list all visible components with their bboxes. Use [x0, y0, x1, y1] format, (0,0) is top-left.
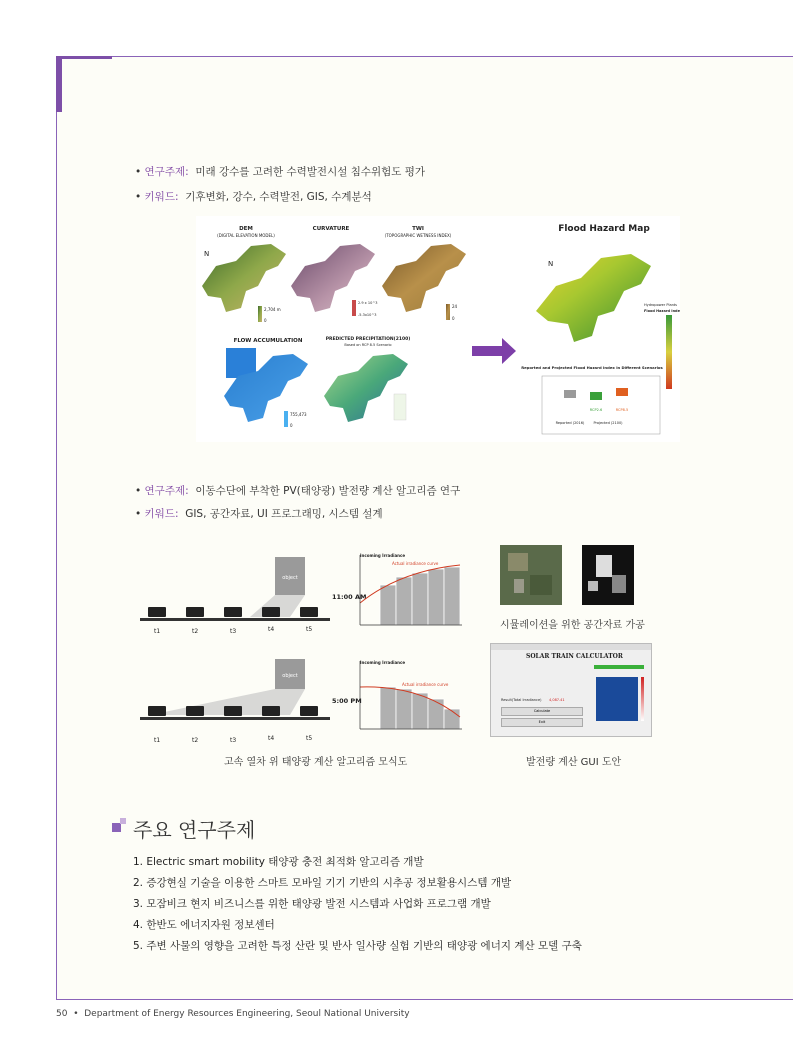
label-rcp85: RCP8.5 [615, 408, 629, 412]
dem-min: 0 [264, 318, 267, 323]
topic2-keyword-text: GIS, 공간자료, UI 프로그래밍, 시스템 설계 [185, 508, 383, 520]
topic2-keyword-label: 키워드 [144, 508, 175, 520]
time-pm: 5:00 PM [332, 697, 362, 705]
gui-exit-button[interactable]: Exit [501, 718, 583, 727]
gui-colorbar [641, 677, 644, 721]
footer-text: Department of Energy Resources Engineering, Seoul National University [84, 1009, 410, 1019]
flow-max: 755,473 [290, 412, 307, 417]
time-am: 11:00 AM [332, 593, 367, 601]
dem-max: 2,704 m [264, 307, 281, 312]
caption-gui: 발전량 계산 GUI 도안 [526, 757, 622, 768]
corner-accent [56, 56, 112, 112]
precip-title: PREDICTED PRECIPITATION(2100) [325, 337, 411, 342]
flood-hazard-figure [196, 216, 680, 442]
box-rcp26 [590, 392, 602, 400]
t1-am: t1 [154, 628, 161, 635]
topic1-keyword-label: 키워드 [144, 191, 175, 203]
dem-north-icon: N [204, 250, 210, 258]
dem-legend-bar [258, 306, 262, 322]
gui-result-map [596, 677, 638, 721]
box-rcp85 [616, 388, 628, 396]
twi-title: TWI [412, 226, 424, 232]
spatial-image-aerial [500, 545, 562, 605]
flood-hazard-map [536, 254, 651, 342]
caption-spatial: 시뮬레이션을 위한 공간자료 가공 [500, 620, 645, 631]
curv-max: 2.9 x 10^3 [358, 301, 378, 305]
t2-am: t2 [192, 628, 199, 635]
topic1-subject-text: 미래 강수를 고려한 수력발전시설 침수위험도 평가 [195, 166, 426, 178]
research-topic-item: 4. 한반도 에너지자원 정보센터 [133, 919, 275, 931]
gui-result-value: 4,087.41 [549, 698, 565, 702]
gui-result-label: Result(Total Irradiance) [501, 698, 542, 702]
twi-max: 24 [452, 304, 458, 309]
label-reported: Reported (2016) [555, 421, 585, 425]
t4-am: t4 [268, 626, 275, 633]
rail-am [140, 618, 330, 621]
precip-subtitle: Based on RCP 8.5 Scenario [344, 343, 392, 347]
twi-min: 0 [452, 316, 455, 321]
topic2-subject-line: • 연구주제: 이동수단에 부착한 PV(태양광) 발전량 계산 알고리즘 연구 [135, 485, 461, 497]
research-topic-list [133, 852, 582, 957]
gui-calculate-button[interactable]: Calculate [501, 707, 583, 716]
gui-title: SOLAR TRAIN CALCULATOR [526, 653, 623, 660]
twi-map [382, 244, 466, 312]
legend-hydro: Hydropower Plants [644, 303, 678, 307]
actual-curve-pm: Actual irradiance curve [402, 682, 449, 687]
t3-am: t3 [230, 628, 237, 635]
flood-legend-bar [666, 315, 672, 389]
topic2-subject-label: 연구주제 [144, 485, 186, 497]
t5-am: t5 [306, 626, 313, 633]
topic1-subject-label: 연구주제 [144, 166, 186, 178]
solar-calculator-gui [490, 643, 652, 737]
spatial-aerial-svg [500, 545, 562, 605]
topic2-subject-text: 이동수단에 부착한 PV(태양광) 발전량 계산 알고리즘 연구 [195, 485, 461, 497]
flow-legend-bar [284, 411, 288, 427]
train-algorithm-figure [140, 547, 470, 747]
t3-pm: t3 [230, 737, 237, 744]
box-reported [564, 390, 576, 398]
t1-pm: t1 [154, 737, 161, 744]
t5-pm: t5 [306, 735, 313, 742]
arrow-icon [472, 338, 516, 364]
incoming-am: Incoming Irradiance [360, 553, 406, 558]
flow-min: 0 [290, 423, 293, 428]
flow-title: FLOW ACCUMULATION [233, 338, 303, 344]
train-algorithm-svg [140, 547, 470, 747]
label-projected: Projected (2100) [593, 421, 623, 425]
twi-subtitle: (TOPOGRAPHIC WETNESS INDEX) [384, 233, 452, 238]
gui-titlebar [491, 644, 651, 650]
topic1-keyword-line: • 키워드: 기후변화, 강수, 수력발전, GIS, 수계분석 [135, 191, 372, 203]
curvature-title: CURVATURE [312, 226, 350, 232]
boxplot-title: Reported and Projected Flood Hazard Index in Different Scenarios [521, 365, 663, 370]
topic1-subject-line: • 연구주제: 미래 강수를 고려한 수력발전시설 침수위험도 평가 [135, 166, 426, 178]
legend-index: Flood Hazard Index [644, 309, 680, 313]
rail-pm [140, 717, 330, 720]
topic2-keyword-line: • 키워드: GIS, 공간자료, UI 프로그래밍, 시스템 설계 [135, 508, 383, 520]
section-title: 주요 연구주제 [133, 818, 256, 842]
label-rcp26: RCP2.6 [589, 408, 603, 412]
gui-progress-bar [594, 665, 644, 669]
page-footer [56, 1009, 410, 1019]
building-pm-label: object [282, 673, 298, 679]
histogram-am [380, 567, 460, 625]
dem-map [202, 244, 286, 312]
research-topic-item: 3. 모잠비크 현지 비즈니스를 위한 태양광 발전 시스템과 사업화 프로그램 개발 [133, 898, 491, 910]
dem-subtitle: (DIGITAL ELEVATION MODEL) [217, 233, 275, 238]
section-square-icon [112, 818, 128, 834]
spatial-dsm-svg [582, 545, 634, 605]
boxplot-frame [542, 376, 660, 434]
topic1-keyword-text: 기후변화, 강수, 수력발전, GIS, 수계분석 [185, 191, 372, 203]
caption-train: 고속 열차 위 태양광 계산 알고리즘 모식도 [224, 757, 408, 768]
building-am-label: object [282, 575, 298, 581]
flood-north-icon: N [548, 260, 554, 268]
spatial-image-dsm [582, 545, 634, 605]
research-topic-item: 1. Electric smart mobility 태양광 충전 최적화 알고리즘 개발 [133, 856, 424, 868]
twi-legend-bar [446, 304, 450, 320]
flood-hazard-figure-svg [196, 216, 680, 442]
research-topic-item: 5. 주변 사물의 영향을 고려한 특정 산란 및 반사 일사량 실험 기반의 태양광 에너지 계산 모델 구축 [133, 940, 582, 952]
actual-curve-am: Actual irradiance curve [392, 561, 439, 566]
page-number: 50 [56, 1009, 68, 1019]
research-topic-item: 2. 증강현실 기술을 이용한 스마트 모바일 기기 기반의 시추공 정보활용시스템 개발 [133, 877, 512, 889]
precip-legend [394, 394, 406, 420]
incoming-pm: Incoming Irradiance [360, 660, 406, 665]
curv-legend-bar [352, 300, 356, 316]
dem-title: DEM [239, 226, 253, 232]
t4-pm: t4 [268, 735, 275, 742]
curv-min: -5.3x10^3 [358, 313, 377, 317]
t2-pm: t2 [192, 737, 199, 744]
flood-map-title: Flood Hazard Map [558, 224, 650, 234]
footer-separator: • [73, 1009, 79, 1019]
